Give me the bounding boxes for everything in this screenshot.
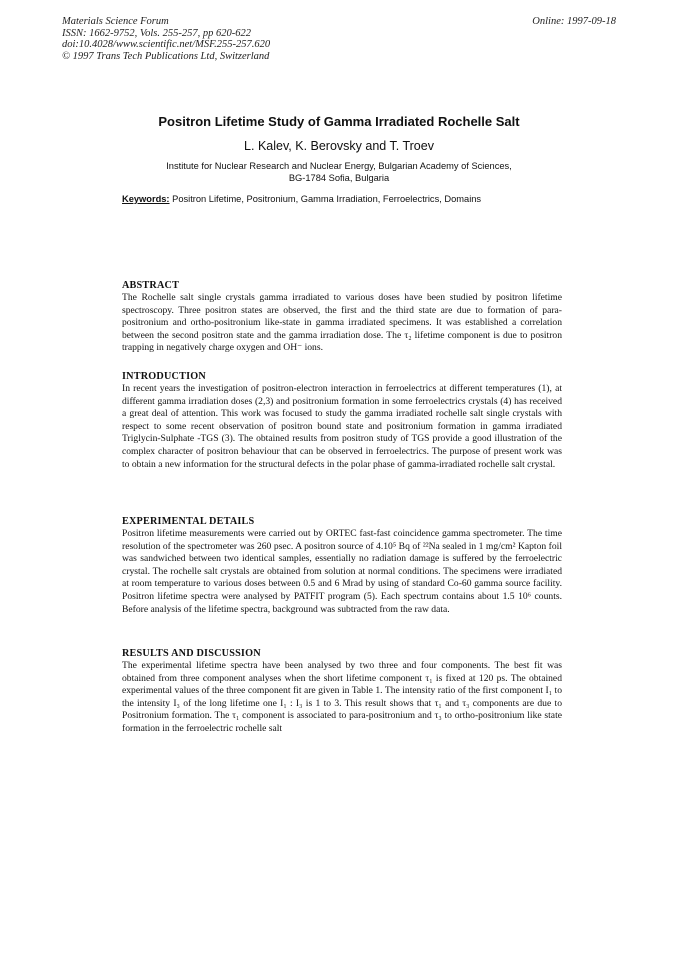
introduction-section bbox=[122, 370, 562, 471]
paper-title: Positron Lifetime Study of Gamma Irradiated Rochelle Salt bbox=[158, 114, 520, 129]
keywords bbox=[122, 194, 481, 204]
experimental-text: Positron lifetime measurements were carried out by ORTEC fast-fast coincidence gamma spectrometer. The time resolution of the spectrometer was 260 psec. A positron source of 4.10⁵ Bq of ²²Na sealed in 1 mg/cm² Kapton foil was sandwiched between two identical samples, essentially no radiation damage is suffered by the ferroelectric crystal. The rochelle salt crystals are obtained from solution at normal conditions. The specimens were irradiated at room temperature to various doses between 0.5 and 6 Mrad by using of standard Co-60 gamma source facility. Positron lifetime spectra were analysed by PATFIT program (5). Each spectrum contains about 1.5 10⁶ counts. Before analysis of the lifetime spectra, background was subtracted from the raw data. bbox=[122, 528, 562, 615]
abstract-section bbox=[122, 279, 562, 355]
affiliation-line-2: BG-1784 Sofia, Bulgaria bbox=[288, 173, 390, 183]
experimental-section bbox=[122, 515, 562, 616]
online-date: Online: 1997-09-18 bbox=[532, 16, 616, 27]
copyright-line: © 1997 Trans Tech Publications Ltd, Switzerland bbox=[62, 50, 270, 62]
doi-line: doi:10.4028/www.scientific.net/MSF.255-257.620 bbox=[62, 39, 271, 50]
journal-header bbox=[62, 16, 270, 62]
results-text: The experimental lifetime spectra have been analysed by two three and four components. The best fit was obtained from three component analyses when the short lifetime component τ₁ is fixed at 120 ps. The obtained experimental values of the three component fit are given in Table 1. The intensity ratio of the first component I₁ to the intensity I₃ of the long lifetime one I₁ : I₃ is 1 to 3. This result shows that τ₁ and τ₃ components are due to Positronium formation. The τ₁ component is associated to para-positronium and τ₃ to ortho-positronium like state formation in the ferroelectric rochelle salt bbox=[122, 660, 562, 734]
results-section bbox=[122, 647, 562, 736]
introduction-text: In recent years the investigation of positron-electron interaction in ferroelectrics at different temperatures (1), at different gamma irradiation doses (2,3) and positronium formation in some ferroelectrics crystals (4) has received a great deal of attention. This work was focused to study the gamma irradiated rochelle salt single crystals with respect to some recent observation of positron bound state and positronium formation in gamma irradiated Triglycin-Sulphate -TGS (3). The obtained results from positron study of TGS provide a good illustration of the complex character of positron behaviour that can be observed in ferroelectrics. The purpose of present work was to obtain a new information for the structural defects in the polar phase of gamma-irradiated rochelle salt crystal. bbox=[122, 383, 562, 470]
experimental-heading: EXPERIMENTAL DETAILS bbox=[122, 516, 255, 527]
paper-authors: L. Kalev, K. Berovsky and T. Troev bbox=[244, 139, 434, 153]
keywords-text: Positron Lifetime, Positronium, Gamma Irradiation, Ferroelectrics, Domains bbox=[169, 194, 482, 204]
keywords-label: Keywords: bbox=[122, 194, 170, 204]
affiliation-line-1: Institute for Nuclear Research and Nuclear Energy, Bulgarian Academy of Sciences, bbox=[166, 161, 512, 171]
introduction-heading: INTRODUCTION bbox=[122, 371, 206, 382]
journal-name: Materials Science Forum bbox=[62, 16, 169, 27]
abstract-text: The Rochelle salt single crystals gamma irradiated to various doses have been studied by positron lifetime spectroscopy. Three positron states are observed, the first and the third state are due to formation of para-positronium and ortho-positronium like-state in gamma irradiated specimens. It was established a correlation between the second positron state and the gamma irradiation dose. The τ₂ lifetime component is due to positron trapping in negatively charge oxygen and OH⁻ ions. bbox=[122, 292, 562, 354]
abstract-heading: ABSTRACT bbox=[122, 280, 180, 291]
issn-line: ISSN: 1662-9752, Vols. 255-257, pp 620-622 bbox=[62, 27, 251, 39]
results-heading: RESULTS AND DISCUSSION bbox=[122, 648, 261, 659]
affiliation bbox=[0, 160, 678, 184]
